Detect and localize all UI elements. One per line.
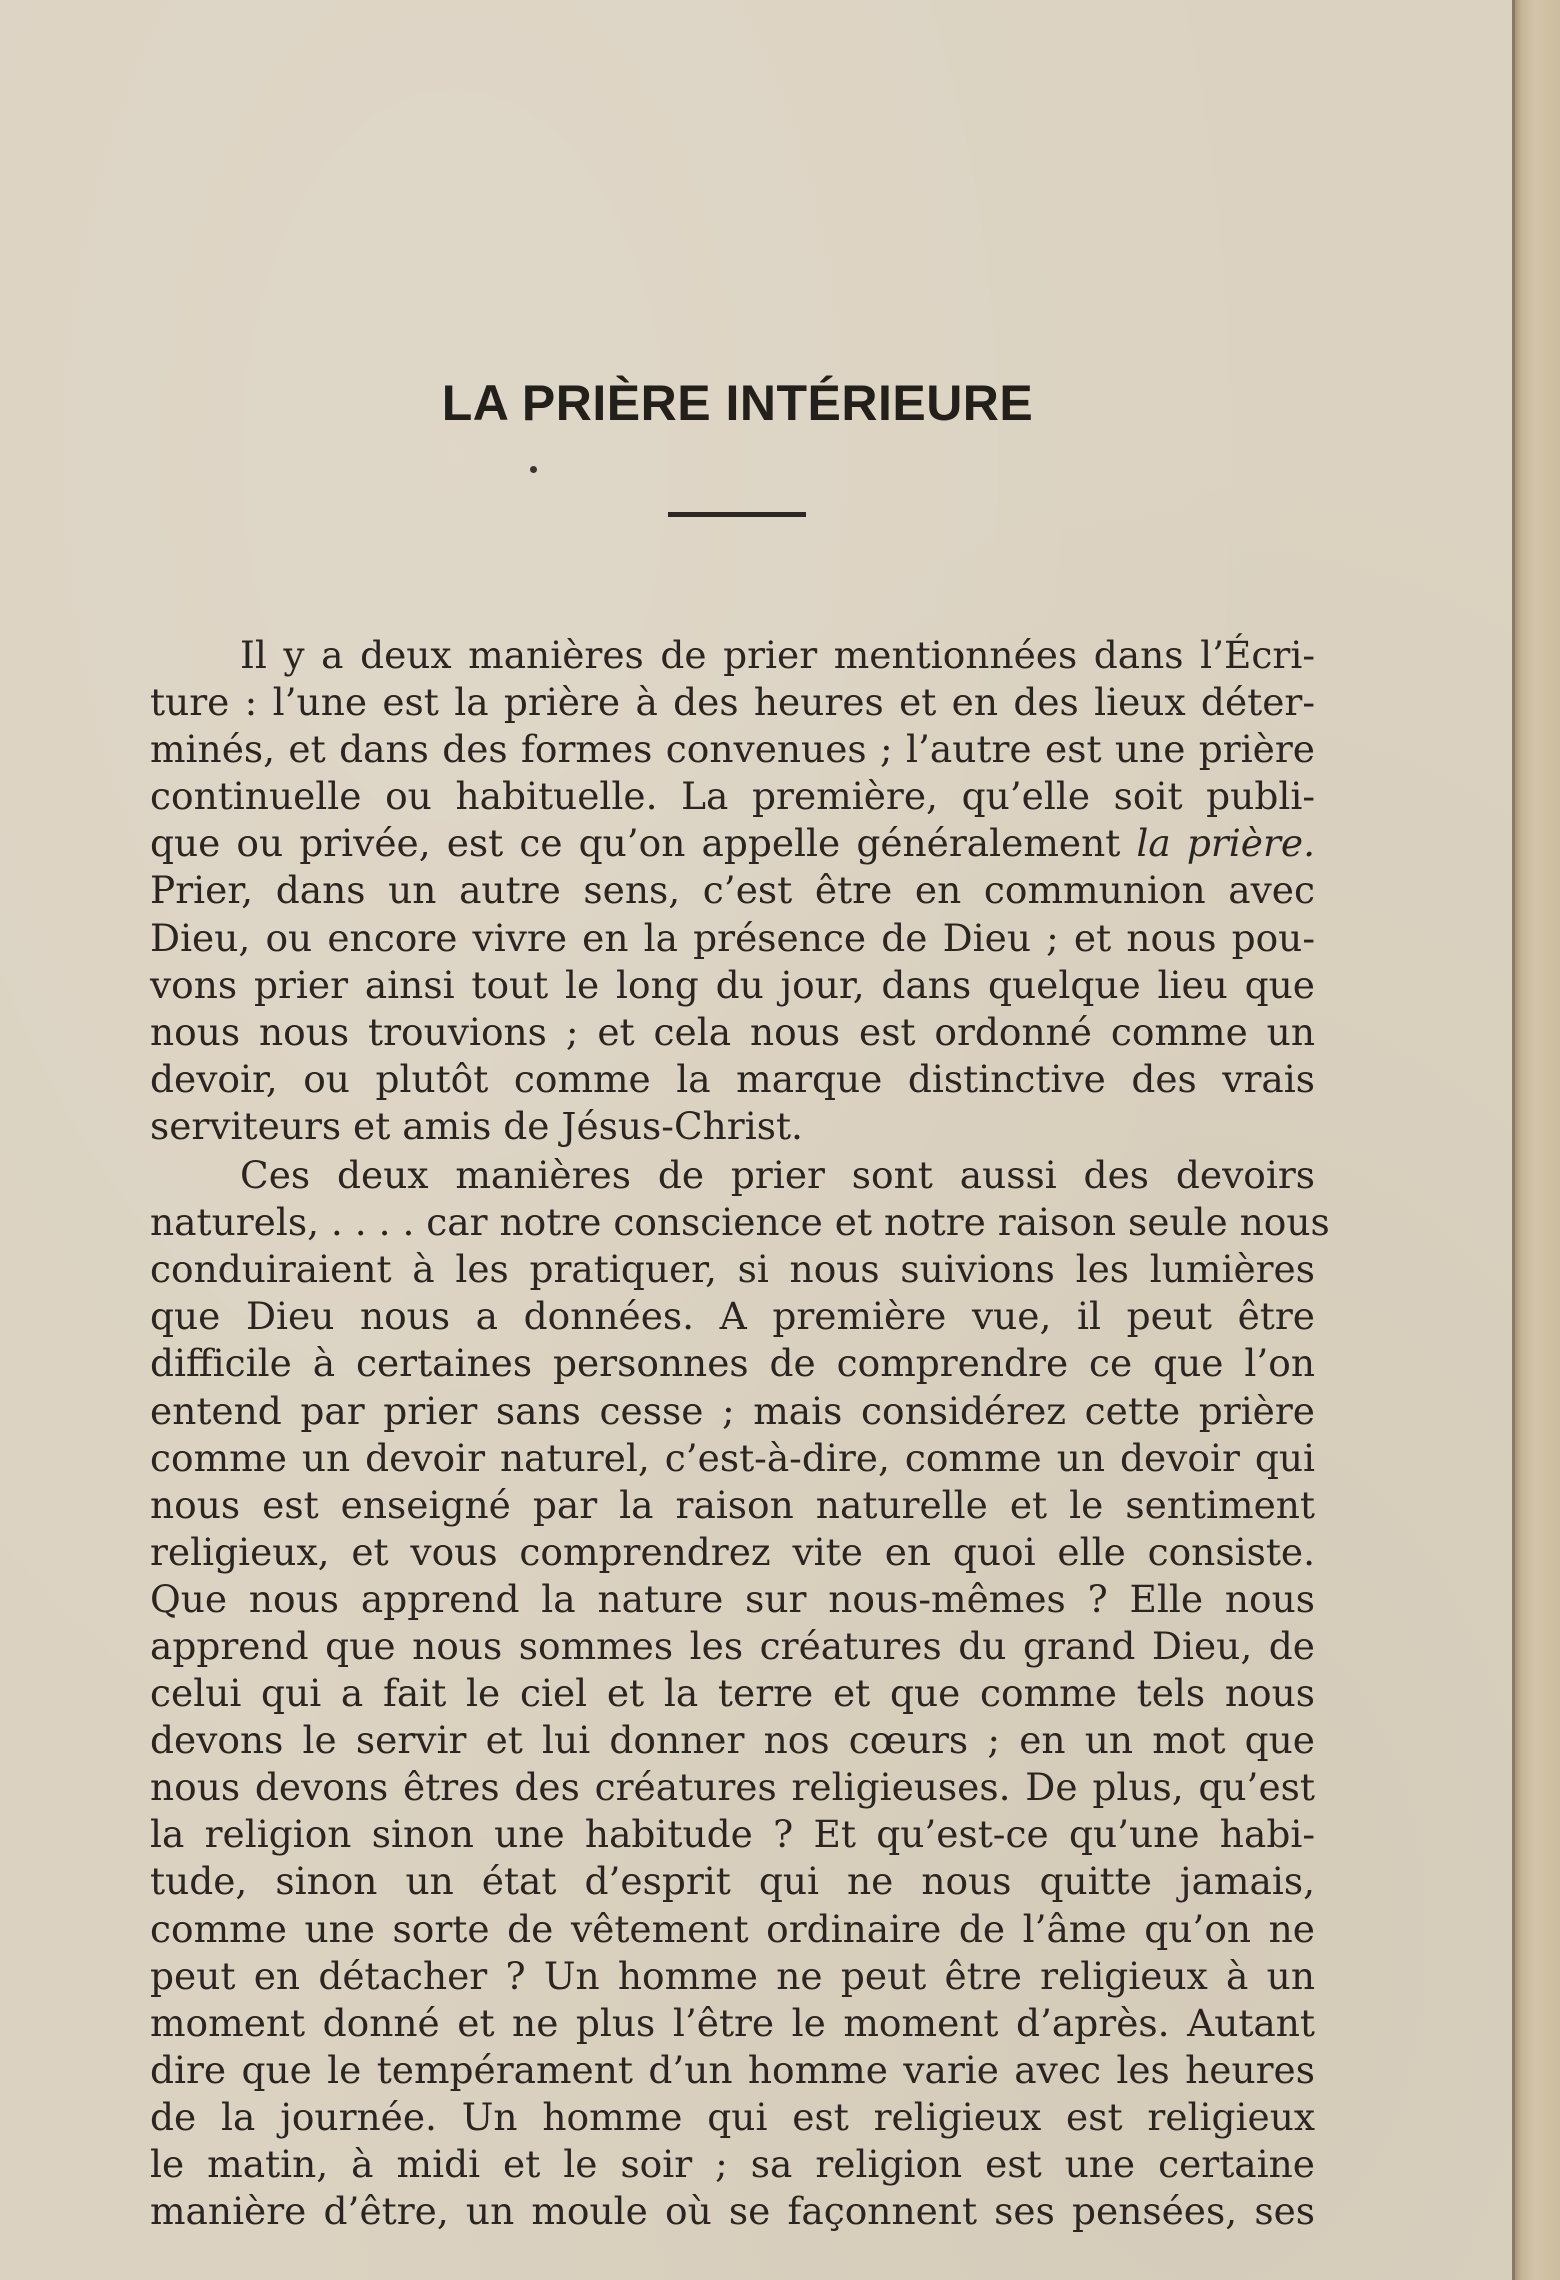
chapter-title: LA PRIÈRE INTÉRIEURE <box>441 374 1034 431</box>
text-line: tude, sinon un état d’esprit qui ne nous quitte jamais, <box>150 1859 1315 1904</box>
text-line: naturels, . . . . car notre conscience et notre raison seule nous <box>150 1200 1330 1245</box>
text-line: peut en détacher ? Un homme ne peut être religieux à un <box>150 1953 1315 1998</box>
ink-speck <box>530 466 537 473</box>
text-line: nous nous trouvions ; et cela nous est ordonné comme un <box>150 1009 1315 1054</box>
text-line: serviteurs et amis de Jésus-Christ. <box>150 1103 803 1148</box>
text-line: le matin, à midi et le soir ; sa religion est une certaine <box>150 2142 1315 2186</box>
text-line: Il y a deux manières de prier mentionnées dans l’Écri- <box>240 633 1315 677</box>
text-line: continuelle ou habituelle. La première, qu’elle soit publi- <box>150 774 1315 819</box>
text-line: comme une sorte de vêtement ordinaire de l’âme qu’on ne <box>150 1906 1315 1951</box>
text-line: Prier, dans un autre sens, c’est être en communion avec <box>150 868 1315 913</box>
text-line: moment donné et ne plus l’être le moment d’après. Autant <box>150 2000 1315 2045</box>
text-line: Ces deux manières de prier sont aussi des devoirs <box>240 1153 1315 1198</box>
text-line: religieux, et vous comprendrez vite en quoi elle consiste. <box>150 1529 1315 1574</box>
text-line: de la journée. Un homme qui est religieux est religieux <box>150 2094 1315 2139</box>
text-line: comme un devoir naturel, c’est-à-dire, comme un devoir qui <box>150 1435 1315 1480</box>
text-line: conduiraient à les pratiquer, si nous suivions les lumières <box>150 1247 1315 1292</box>
page-gutter <box>1515 0 1560 2280</box>
text-line <box>150 820 1315 867</box>
text-line: ture : l’une est la prière à des heures et en des lieux déter- <box>150 680 1315 725</box>
text-line: Dieu, ou encore vivre en la présence de Dieu ; et nous pou- <box>150 915 1315 960</box>
body-text <box>150 632 1330 2235</box>
text-line: difficile à certaines personnes de comprendre ce que l’on <box>150 1341 1315 1386</box>
title-rule <box>668 512 806 517</box>
text-line-part: que ou privée, est ce qu’on appelle généralement <box>150 821 1121 866</box>
text-line: devons le servir et lui donner nos cœurs ; en un mot que <box>150 1718 1315 1763</box>
text-line: devoir, ou plutôt comme la marque distinctive des vrais <box>150 1056 1315 1101</box>
text-line: manière d’être, un moule où se façonnent ses pensées, ses <box>150 2189 1315 2234</box>
text-line: dire que le tempérament d’un homme varie avec les heures <box>150 2047 1315 2092</box>
text-line: minés, et dans des formes convenues ; l’autre est une prière <box>150 727 1315 772</box>
text-line: nous est enseigné par la raison naturelle et le sentiment <box>150 1482 1315 1527</box>
text-line: nous devons êtres des créatures religieuses. De plus, qu’est <box>150 1765 1315 1810</box>
text-line: Que nous apprend la nature sur nous-mêmes ? Elle nous <box>150 1576 1315 1621</box>
text-line: celui qui a fait le ciel et la terre et que comme tels nous <box>150 1671 1315 1716</box>
text-line: que Dieu nous a données. A première vue, il peut être <box>150 1294 1315 1339</box>
text-line: apprend que nous sommes les créatures du grand Dieu, de <box>150 1623 1315 1668</box>
italic-phrase: la prière. <box>1136 821 1315 866</box>
text-line: la religion sinon une habitude ? Et qu’est-ce qu’une habi- <box>150 1812 1315 1857</box>
text-line: entend par prier sans cesse ; mais considérez cette prière <box>150 1388 1315 1433</box>
text-line: vons prier ainsi tout le long du jour, dans quelque lieu que <box>150 962 1315 1007</box>
